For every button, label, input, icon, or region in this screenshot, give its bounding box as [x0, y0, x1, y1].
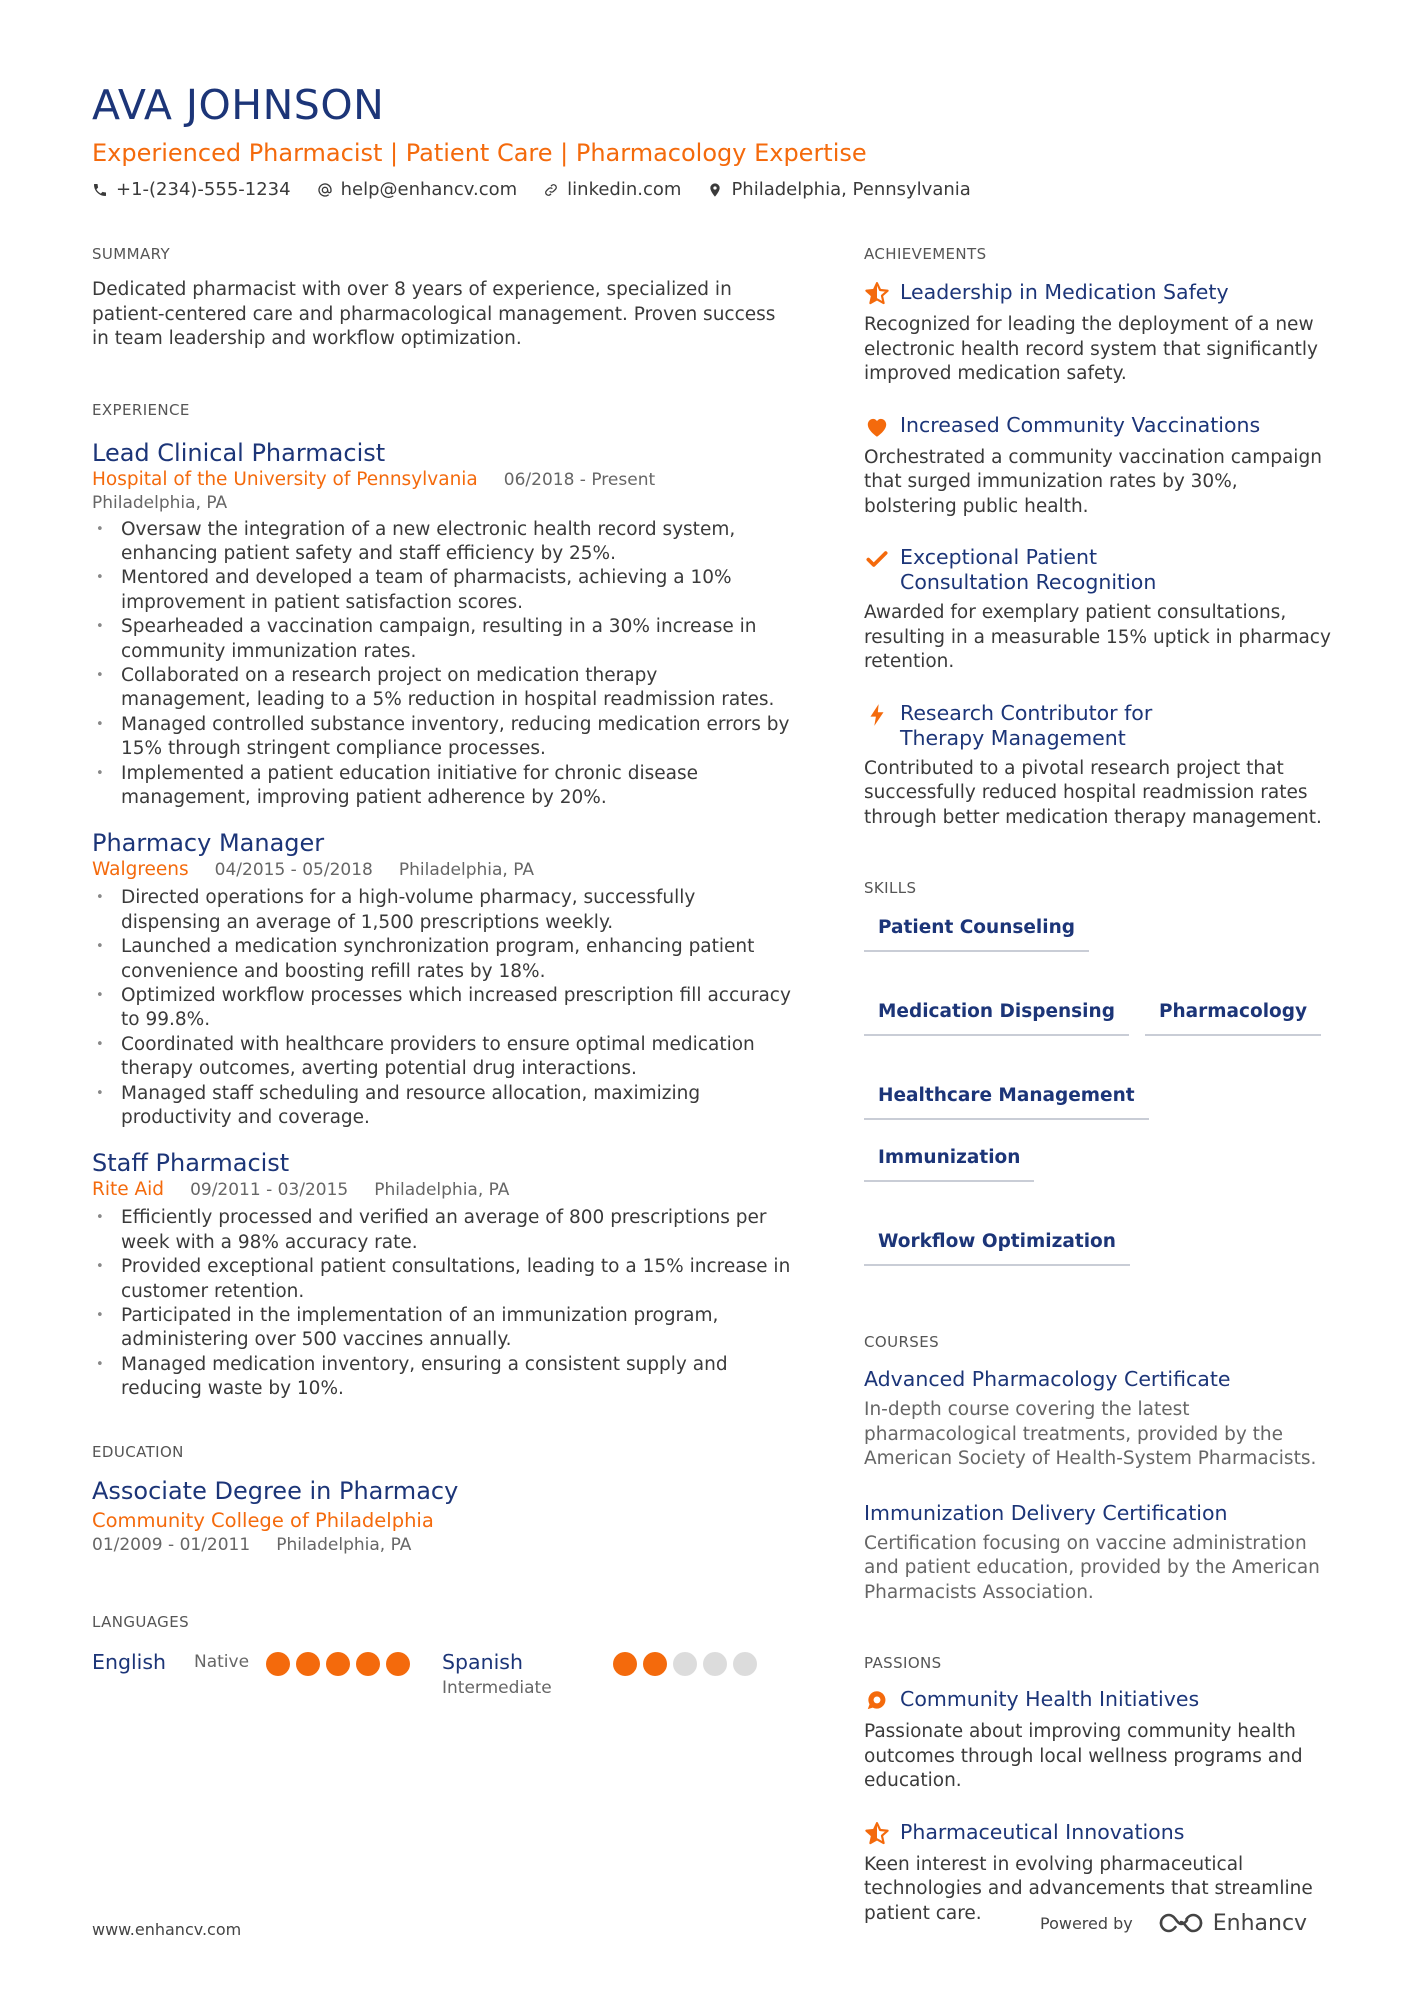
bullet-item: • Provided exceptional patient consultations, leading to a 15% increase in customer retention.: [92, 1255, 792, 1304]
course-desc: Certification focusing on vaccine administration and patient education, provided by the American Pharmacists Association.: [864, 1532, 1320, 1603]
section-title: ACHIEVEMENTS: [864, 245, 987, 263]
language-level: Native: [194, 1651, 250, 1672]
skill-tag: Medication Dispensing: [864, 996, 1129, 1036]
rating-dot-empty: [703, 1652, 727, 1676]
achievement-item: [864, 413, 1334, 520]
link-icon: [543, 182, 559, 198]
phone-text: +1-(234)-555-1234: [116, 179, 291, 200]
brand-name: Enhancv: [1212, 1910, 1308, 1936]
achievement-desc: Orchestrated a community vaccination campaign that surged immunization rates by 30%, bolstering public health.: [864, 446, 1322, 517]
education-location: Philadelphia, PA: [276, 1534, 412, 1555]
bullet-item: • Optimized workflow processes which increased prescription fill accuracy to 99.8%.: [92, 984, 792, 1033]
bullet-item: • Managed controlled substance inventory, reducing medication errors by 15% through stringent compliance processes.: [92, 713, 792, 762]
job-title: Pharmacy Manager: [92, 829, 325, 858]
section-title: PASSIONS: [864, 1654, 942, 1672]
course-title: Immunization Delivery Certification: [864, 1500, 1228, 1525]
rating-dot-empty: [733, 1652, 757, 1676]
right-column: [864, 244, 1334, 1926]
bullet-item: • Oversaw the integration of a new electronic health record system, enhancing patient safety and staff efficiency by 25%.: [92, 518, 792, 567]
section-title: SUMMARY: [92, 245, 171, 263]
check-icon: [864, 546, 890, 572]
achievement-title: Increased Community Vaccinations: [900, 412, 1261, 437]
brand-logo[interactable]: [1157, 1910, 1307, 1936]
heart-icon: [864, 414, 890, 440]
footer-branding: [1040, 1910, 1307, 1936]
linkedin-text: linkedin.com: [567, 179, 682, 200]
job-meta: [92, 1178, 792, 1202]
location-text: Philadelphia, Pennsylvania: [731, 179, 971, 200]
rating-dot-filled: [266, 1652, 290, 1676]
passion-desc: Passionate about improving community health outcomes through local wellness programs and education.: [864, 1721, 1303, 1791]
job-bullets: [92, 886, 792, 1130]
skill-tag: Healthcare Management: [864, 1080, 1149, 1120]
achievement-title: Exceptional Patient Consultation Recognition: [900, 545, 1157, 594]
experience-section: [92, 400, 792, 1402]
bullet-item: • Directed operations for a high-volume pharmacy, successfully dispensing an average of 1,500 prescriptions weekly.: [92, 886, 792, 935]
job-location: Philadelphia, PA: [374, 1180, 510, 1201]
summary-text: Dedicated pharmacist with over 8 years of experience, specialized in patient-centered care and pharmacological management. Proven success in team leadership and workflow optimization.: [92, 279, 776, 349]
job-company: Hospital of the University of Pennsylvania: [92, 468, 478, 490]
bullet-item: • Spearheaded a vaccination campaign, resulting in a 30% increase in community immunization rates.: [92, 615, 792, 664]
bullet-item: • Managed medication inventory, ensuring a consistent supply and reducing waste by 10%.: [92, 1353, 792, 1402]
candidate-name: AVA JOHNSON: [92, 81, 385, 129]
job-dates: 04/2015 - 05/2018: [214, 860, 373, 881]
skill-list: [864, 912, 1334, 1266]
section-title: EDUCATION: [92, 1442, 184, 1461]
languages-section: [92, 1612, 792, 1700]
bullet-item: • Managed staff scheduling and resource allocation, maximizing productivity and coverage.: [92, 1082, 792, 1131]
skill-tag: Workflow Optimization: [864, 1226, 1130, 1266]
section-title: EXPERIENCE: [92, 400, 190, 419]
job-meta: [92, 468, 792, 492]
job-dates: 09/2011 - 03/2015: [190, 1180, 349, 1201]
contact-phone[interactable]: [92, 178, 291, 202]
powered-by-label: Powered by: [1040, 1913, 1133, 1933]
rating-dot-filled: [386, 1652, 410, 1676]
rating-dot-filled: [296, 1652, 320, 1676]
email-text: help@enhancv.com: [340, 179, 518, 200]
job-title: Staff Pharmacist: [92, 1149, 290, 1178]
job-location: Philadelphia, PA: [398, 860, 535, 881]
passion-desc: Keen interest in evolving pharmaceutical technologies and advancements that streamline patient care.: [864, 1853, 1313, 1924]
skill-tag: Immunization: [864, 1142, 1034, 1182]
language-rating: [266, 1652, 410, 1676]
bullet-item: • Collaborated on a research project on medication therapy management, leading to a 5% reduction in hospital readmission rates.: [92, 664, 792, 713]
section-title: COURSES: [864, 1333, 940, 1351]
education-section: [92, 1442, 792, 1556]
bullet-item: • Implemented a patient education initiative for chronic disease management, improving patient adherence by 20%.: [92, 762, 792, 811]
achievement-desc: Awarded for exemplary patient consultations, resulting in a measurable 15% uptick in pharmacy retention.: [864, 602, 1331, 672]
job-title: Lead Clinical Pharmacist: [92, 438, 386, 467]
job-company: Rite Aid: [92, 1179, 165, 1201]
skill-tag: Pharmacology: [1145, 996, 1321, 1036]
star-icon: [864, 281, 890, 307]
bullet-item: • Launched a medication synchronization program, enhancing patient convenience and boosting refill rates by 18%.: [92, 935, 792, 984]
degree-title: Associate Degree in Pharmacy: [92, 1476, 459, 1505]
achievements-section: [864, 244, 1334, 830]
course-desc: In-depth course covering the latest pharmacological treatments, provided by the American Society of Health-System Pharmacists.: [864, 1399, 1317, 1469]
course-title: Advanced Pharmacology Certificate: [864, 1367, 1231, 1391]
bullet-item: • Coordinated with healthcare providers to ensure optimal medication therapy outcomes, averting potential drug interactions.: [92, 1033, 792, 1082]
location-pin-icon: [707, 182, 723, 198]
bullet-item: • Mentored and developed a team of pharmacists, achieving a 10% improvement in patient satisfaction scores.: [92, 566, 792, 615]
enhancv-logo-icon: [1157, 1910, 1205, 1936]
summary-section: [92, 244, 792, 352]
phone-icon: [92, 182, 108, 198]
language-item: [92, 1648, 442, 1676]
contact-email[interactable]: [317, 178, 518, 202]
course-item: [864, 1500, 1334, 1606]
achievement-item: [864, 280, 1334, 387]
job-dates: 06/2018 - Present: [503, 469, 656, 490]
section-title: SKILLS: [864, 879, 917, 897]
section-title: LANGUAGES: [92, 1612, 190, 1631]
achievement-item: [864, 545, 1334, 675]
course-item: [864, 1366, 1334, 1472]
achievement-item: [864, 701, 1334, 831]
rating-dot-filled: [643, 1652, 667, 1676]
language-label-block: [442, 1648, 616, 1700]
education-meta: [92, 1534, 792, 1556]
contact-bar: [92, 178, 1332, 202]
rating-dot-empty: [673, 1652, 697, 1676]
resume-header: [92, 80, 1332, 202]
job-entry: [92, 828, 792, 1130]
language-name: Spanish: [442, 1649, 523, 1674]
contact-linkedin[interactable]: [543, 178, 681, 202]
job-entry: [92, 438, 792, 811]
job-bullets: [92, 518, 792, 811]
skill-tag: Patient Counseling: [864, 912, 1089, 952]
rating-dot-filled: [356, 1652, 380, 1676]
skills-section: [864, 878, 1334, 1266]
achievement-desc: Contributed to a pivotal research project that successfully reduced hospital readmission rates through better medication therapy management.: [864, 757, 1322, 828]
job-meta: [92, 858, 792, 882]
job-entry: [92, 1148, 792, 1401]
courses-section: [864, 1332, 1334, 1605]
passion-item: [864, 1687, 1334, 1794]
rating-dot-filled: [613, 1652, 637, 1676]
language-rating: [613, 1652, 757, 1676]
achievement-title: Leadership in Medication Safety: [900, 280, 1229, 304]
job-company: Walgreens: [92, 859, 189, 881]
footer-website[interactable]: www.enhancv.com: [92, 1920, 242, 1939]
passions-section: [864, 1653, 1334, 1926]
job-location: Philadelphia, PA: [92, 492, 228, 513]
school-name: Community College of Philadelphia: [92, 1508, 434, 1532]
achievement-desc: Recognized for leading the deployment of a new electronic health record system that significantly improved medication safety.: [864, 314, 1319, 384]
tagline: Experienced Pharmacist | Patient Care | Pharmacology Expertise: [92, 139, 867, 167]
speech-bubble-icon: [864, 1688, 890, 1714]
at-icon: [317, 182, 333, 198]
language-name: English: [92, 1649, 167, 1674]
rating-dot-filled: [326, 1652, 350, 1676]
contact-location: [707, 178, 970, 202]
bolt-icon: [864, 702, 890, 728]
left-column: [92, 244, 792, 1700]
achievement-title: Research Contributor for Therapy Management: [900, 700, 1153, 750]
passion-title: Community Health Initiatives: [900, 1687, 1200, 1711]
bullet-item: • Participated in the implementation of an immunization program, administering over 500 vaccines annually.: [92, 1304, 792, 1353]
bullet-item: • Efficiently processed and verified an average of 800 prescriptions per week with a 98% accuracy rate.: [92, 1206, 792, 1255]
language-item: [442, 1648, 792, 1700]
job-bullets: [92, 1206, 792, 1401]
passion-title: Pharmaceutical Innovations: [900, 1819, 1185, 1844]
language-level: Intermediate: [442, 1677, 552, 1698]
star-icon: [864, 1821, 890, 1847]
language-list: [92, 1648, 792, 1700]
education-dates: 01/2009 - 01/2011: [92, 1534, 251, 1555]
